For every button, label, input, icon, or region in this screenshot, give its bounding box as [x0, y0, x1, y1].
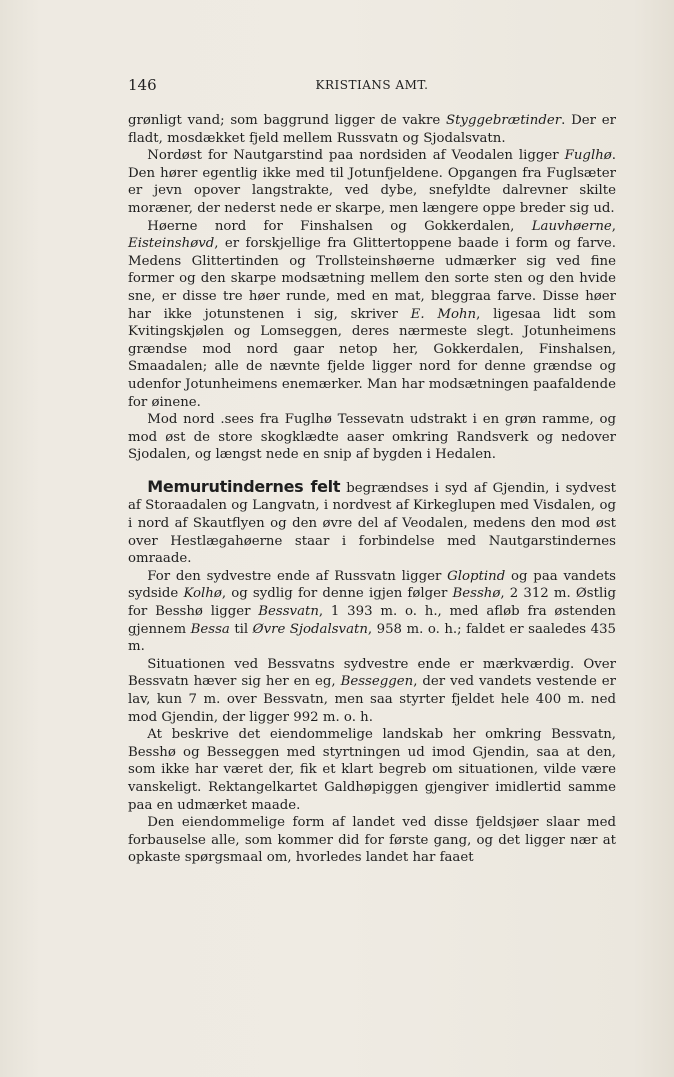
- italic-term: E. Mohn: [410, 306, 477, 322]
- text-run: til: [229, 621, 253, 637]
- paragraph: [128, 411, 616, 464]
- italic-term: Gloptind: [447, 568, 506, 584]
- page-number: 146: [128, 76, 157, 94]
- text-run: grønligt vand; som baggrund ligger de vakre: [128, 113, 446, 128]
- paragraph: [128, 112, 616, 147]
- italic-term: Besseggen: [340, 674, 414, 690]
- text-run: , 958 m. o. h.; faldet er saaledes 435 m.: [128, 621, 616, 655]
- text-run: . Der er fladt, mosdækket fjeld mellem Russvatn og Sjodalsvatn.: [128, 113, 616, 146]
- text-run: ,: [611, 218, 616, 234]
- italic-term: Lauvhøerne: [531, 218, 612, 234]
- text-run: , er forskjellige fra Glittertoppene baade i form og farve. Medens Glittertinden og Trollsteinshøerne udmærker sig ved fine former og den skarpe modsætning mellem den sorte sten og den hvide sne, er disse tre høer runde, med en mat, bleggraa farve. Disse høer har ikke jotunstenen i sig, skriver: [128, 236, 616, 322]
- text-run: , 1 393 m. o. h., med afløb fra østenden gjennem: [128, 604, 616, 637]
- text-run: Høerne nord for Finshalsen og Gokkerdalen,: [147, 218, 532, 234]
- text-run: Nordøst for Nautgarstind paa nordsiden af Veodalen ligger: [147, 148, 565, 164]
- italic-term: Bessa: [190, 621, 230, 637]
- italic-term: Besshø: [452, 586, 501, 602]
- section-lead: Memurutindernes felt: [147, 476, 341, 496]
- italic-term: Styggebrætinder: [445, 113, 562, 128]
- text-run: begrændses i syd af Gjendin, i sydvest af Storaadalen og Langvatn, i nordvest af Kirkeglupen med Visdalen, og i nord af Skautflyen og den øvre del af Veodalen, medens den mod øst over Hestlægahøerne staar i forbindelse med Nautgarstindernes omraade.: [128, 480, 616, 567]
- paragraph: [128, 656, 616, 726]
- paragraph: [128, 218, 616, 412]
- section-paragraph: [128, 478, 616, 568]
- italic-term: Eisteinshøvd: [128, 236, 215, 252]
- text-run: , ligesaa lidt som Kvitingskjølen og Lomseggen, deres nærmeste slegt. Jotunheimens grændse mod nord gaar netop her, Gokkerdalen, Finshalsen, Smaadalen; alle de nævnte fjelde ligger nord for denne grændse og udenfor Jotunheimens enemærker. Man har modsætningen paafaldende for øinene.: [128, 306, 616, 410]
- text-run: , 2 312 m. Østlig for Besshø ligger: [128, 586, 616, 620]
- body-text: [128, 112, 616, 867]
- text-run: , der ved vandets vestende er lav, kun 7 m. over Bessvatn, men saa styrter fjeldet hele 400 m. ned mod Gjendin, der ligger 992 m. o. h.: [128, 674, 616, 725]
- italic-term: Bessvatn: [258, 604, 319, 620]
- paragraph: [128, 814, 616, 867]
- text-run: Situationen ved Bessvatns sydvestre ende er mærkværdig. Over Bessvatn hæver sig her en eg,: [128, 656, 616, 690]
- paragraph: [128, 568, 616, 656]
- italic-term: Øvre Sjodalsvatn: [252, 621, 368, 637]
- text-run: For den sydvestre ende af Russvatn ligger: [147, 568, 448, 584]
- paragraph: [128, 726, 616, 814]
- text-run: og paa vandets sydside: [128, 568, 617, 602]
- page-header: [128, 76, 616, 98]
- text-run: . Den hører egentlig ikke med til Jotunfjeldene. Opgangen fra Fuglsæter er jevn opover langstrakte, ved dybe, snefyldte dalrevner skilte moræner, der nederst nede er skarpe, men længere oppe breder sig ud.: [128, 148, 616, 216]
- text-run: Mod nord .sees fra Fuglhø Tessevatn udstrakt i en grøn ramme, og mod øst de store skogklædte aaser omkring Randsverk og nedover Sjodalen, og længst nede en snip af bygden i Hedalen.: [128, 412, 616, 463]
- text-run: Den eiendommelige form af landet ved disse fjeldsjøer slaar med forbauselse alle, som kommer did for første gang, og det ligger nær at opkaste spørgsmaal om, hvorledes landet har faaet: [128, 815, 616, 866]
- text-run: At beskrive det eiendommelige landskab her omkring Bessvatn, Besshø og Besseggen med styrtningen ud imod Gjendin, saa at den, som ikke har været der, fik et klart begreb om situationen, vilde være vanskeligt. Rektangelkartet Galdhøpiggen gjengiver imidlertid samme paa en udmærket maade.: [128, 727, 616, 813]
- running-head: KRISTIANS AMT.: [315, 78, 429, 92]
- text-run: , og sydlig for denne igjen følger: [221, 586, 453, 602]
- italic-term: Fuglhø: [564, 148, 612, 164]
- italic-term: Kolhø: [183, 586, 222, 602]
- paragraph: [128, 147, 616, 217]
